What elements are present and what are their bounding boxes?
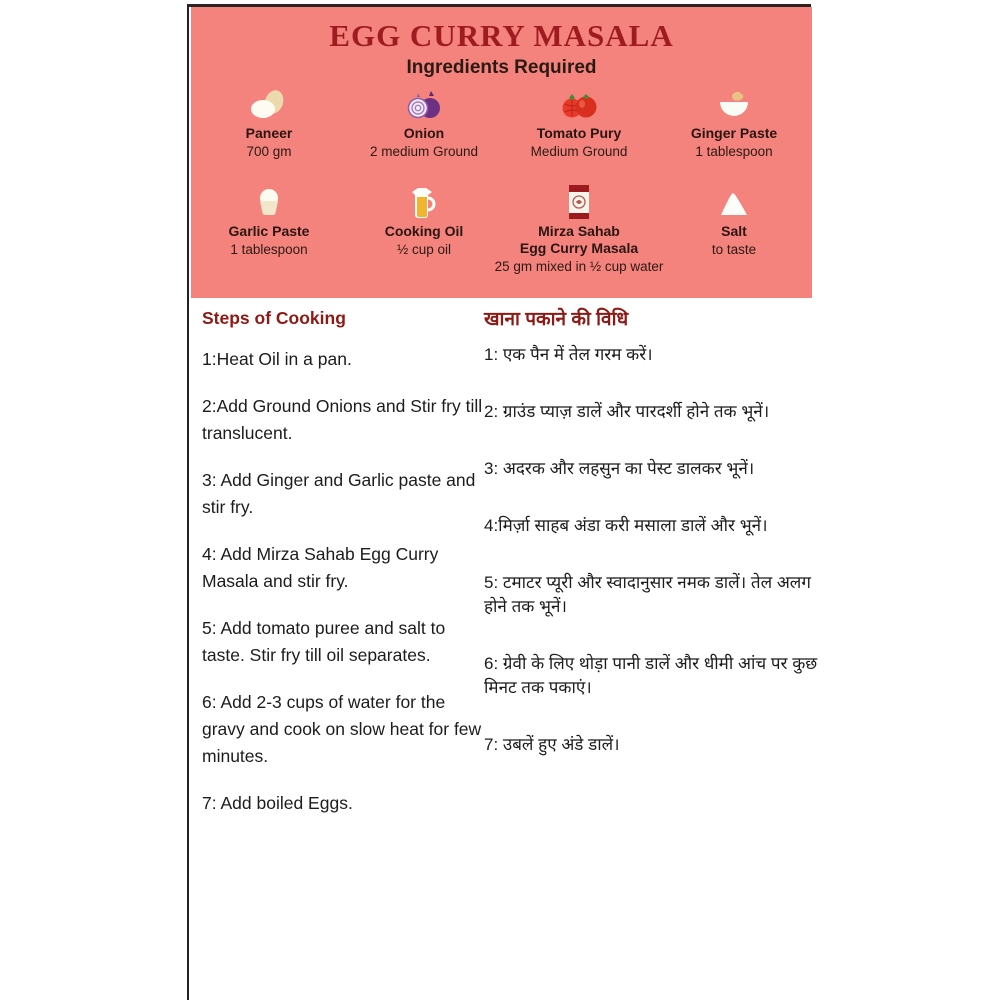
ingredient-name: Salt <box>721 223 747 239</box>
ingredient-name: Ginger Paste <box>690 125 778 141</box>
cooking-oil-icon <box>402 184 446 221</box>
steps-heading-hindi: खाना पकाने की विधि <box>484 309 629 330</box>
step-item-en-4: 4: Add Mirza Sahab Egg Curry Masala and stir fry. <box>202 544 439 591</box>
ingredient-ginger-paste <box>657 86 812 160</box>
ingredient-paneer <box>192 86 347 160</box>
step-item-en-7: 7: Add boiled Eggs. <box>202 793 353 813</box>
ingredient-name: Paneer <box>245 125 293 141</box>
masala-packet-icon <box>557 184 601 221</box>
paneer-icon <box>247 86 291 123</box>
tomato-icon <box>557 86 601 123</box>
ingredient-qty: 1 tablespoon <box>695 144 773 159</box>
ingredient-name: Mirza Sahab <box>538 223 620 239</box>
ingredient-qty: ½ cup oil <box>396 242 452 257</box>
ingredient-qty: 25 gm mixed in ½ cup water <box>494 259 664 274</box>
ingredient-qty: to taste <box>711 242 757 257</box>
step-item-hi-4: 4:मिर्ज़ा साहब अंडा करी मसाला डालें और भूनें। <box>484 516 768 535</box>
steps-heading-english: Steps of Cooking <box>202 308 346 328</box>
ingredient-name: Tomato Pury <box>536 125 622 141</box>
ingredients-grid <box>191 86 812 275</box>
ingredient-masala-packet <box>494 184 664 275</box>
ingredient-name: Onion <box>403 125 445 141</box>
step-item-hi-6: 6: ग्रेवी के लिए थोड़ा पानी डालें और धीमी आंच पर कुछ मिनट तक पकाएं। <box>484 654 818 697</box>
step-item-en-3: 3: Add Ginger and Garlic paste and stir fry. <box>202 470 476 517</box>
step-item-en-1: 1:Heat Oil in a pan. <box>202 349 352 369</box>
step-item-hi-3: 3: अदरक और लहसुन का पेस्ट डालकर भूनें। <box>484 459 755 478</box>
steps-column-hindi <box>484 305 824 790</box>
ingredient-name: Cooking Oil <box>384 223 464 239</box>
step-item-hi-5: 5: टमाटर प्यूरी और स्वादानुसार नमक डालें। तेल अलग होने तक भूनें। <box>484 573 811 616</box>
ingredient-onion <box>347 86 502 160</box>
ingredient-qty: 2 medium Ground <box>369 144 479 159</box>
ingredient-name-line2: Egg Curry Masala <box>519 240 639 256</box>
step-item-hi-2: 2: ग्राउंड प्याज़ डालें और पारदर्शी होने तक भूनें। <box>484 402 770 421</box>
ingredient-qty: 700 gm <box>246 144 292 159</box>
step-item-en-6: 6: Add 2-3 cups of water for the gravy and cook on slow heat for few minutes. <box>202 692 482 766</box>
step-item-en-2: 2:Add Ground Onions and Stir fry till translucent. <box>202 396 483 443</box>
page-title: EGG CURRY MASALA <box>329 18 674 53</box>
ingredient-tomato <box>502 86 657 160</box>
ingredient-qty: 1 tablespoon <box>230 242 308 257</box>
ingredient-qty: Medium Ground <box>530 144 628 159</box>
step-item-hi-7: 7: उबलें हुए अंडे डालें। <box>484 735 620 754</box>
ingredient-name: Garlic Paste <box>228 223 310 239</box>
step-item-en-5: 5: Add tomato puree and salt to taste. Stir fry till oil separates. <box>202 618 446 665</box>
ingredients-subtitle: Ingredients Required <box>406 57 597 78</box>
ingredient-salt <box>657 184 812 275</box>
ingredient-garlic-paste <box>192 184 347 275</box>
ginger-paste-icon <box>712 86 756 123</box>
step-item-hi-1: 1: एक पैन में तेल गरम करें। <box>484 345 653 364</box>
left-frame-line <box>187 4 189 1000</box>
ingredient-cooking-oil <box>347 184 502 275</box>
salt-icon <box>712 184 756 221</box>
onion-icon <box>402 86 446 123</box>
steps-column-english <box>202 308 484 837</box>
ingredients-panel <box>191 7 812 298</box>
garlic-paste-icon <box>247 184 291 221</box>
